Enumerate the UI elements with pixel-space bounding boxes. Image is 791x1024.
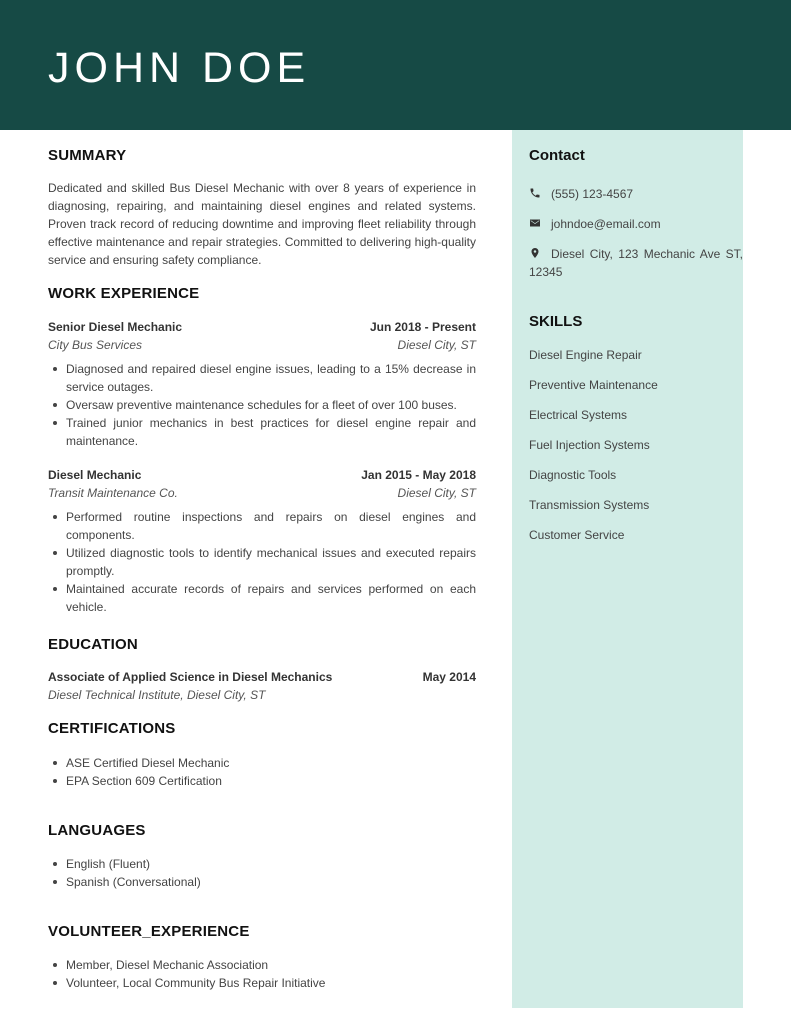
certifications-list: [48, 754, 476, 790]
list-item: EPA Section 609 Certification: [66, 772, 476, 790]
envelope-icon: [529, 217, 541, 229]
education-title: EDUCATION: [48, 636, 138, 653]
contact-email: [529, 215, 743, 233]
skill-item: Diagnostic Tools: [529, 468, 617, 482]
skill-item: Electrical Systems: [529, 408, 628, 422]
phone-text[interactable]: (555) 123-4567: [551, 187, 634, 201]
contact-address: [529, 245, 743, 281]
list-item: Maintained accurate records of repairs and services performed on each vehicle.: [66, 582, 476, 614]
job-bullets: [48, 360, 476, 450]
candidate-name: JOHN DOE: [48, 44, 311, 92]
skill-item: Fuel Injection Systems: [529, 438, 650, 452]
list-item: Oversaw preventive maintenance schedules for a fleet of over 100 buses.: [66, 396, 476, 414]
address-text: Diesel City, 123 Mechanic Ave ST, 12345: [529, 247, 743, 279]
certifications-title: CERTIFICATIONS: [48, 720, 176, 737]
summary-text: Dedicated and skilled Bus Diesel Mechanic with over 8 years of experience in diagnosing, repairing, and maintaining diesel engines and related systems. Proven track record of reducing downtime and improving fleet reliability through effective maintenance and repair strategies. Committed to delivering high-quality service and ensuring safety compliance.: [48, 181, 476, 267]
contact-title: Contact: [529, 147, 585, 164]
job-dates: Jun 2018 - Present: [369, 320, 476, 334]
job-dates: Jan 2015 - May 2018: [361, 468, 476, 482]
volunteer-title: VOLUNTEER_EXPERIENCE: [48, 923, 250, 940]
list-item: Member, Diesel Mechanic Association: [66, 956, 476, 974]
list-item: Utilized diagnostic tools to identify mechanical issues and executed repairs promptly.: [66, 546, 476, 578]
sidebar: [512, 130, 743, 1008]
job-company: City Bus Services: [48, 338, 143, 352]
skill-item: Transmission Systems: [529, 498, 650, 512]
skill-item: Diesel Engine Repair: [529, 348, 642, 362]
work-experience-title: WORK EXPERIENCE: [48, 285, 200, 302]
school: Diesel Technical Institute, Diesel City, ST: [48, 688, 266, 702]
list-item: Trained junior mechanics in best practices for diesel engine repair and maintenance.: [66, 416, 476, 448]
skills-title: SKILLS: [529, 313, 583, 330]
job-role: Diesel Mechanic: [48, 468, 142, 482]
map-pin-icon: [529, 247, 541, 259]
skill-item: Preventive Maintenance: [529, 378, 658, 392]
volunteer-list: [48, 956, 476, 992]
phone-icon: [529, 187, 541, 199]
degree-date: May 2014: [422, 670, 476, 684]
job-location: Diesel City, ST: [397, 486, 476, 500]
header-banner: [0, 0, 791, 130]
list-item: Diagnosed and repaired diesel engine issues, leading to a 15% decrease in service outages.: [66, 362, 476, 394]
languages-list: [48, 855, 476, 891]
job-location: Diesel City, ST: [397, 338, 476, 352]
job-role: Senior Diesel Mechanic: [48, 320, 183, 334]
job-bullets: [48, 508, 476, 616]
languages-title: LANGUAGES: [48, 822, 146, 839]
list-item: English (Fluent): [66, 855, 476, 873]
job-company: Transit Maintenance Co.: [48, 486, 178, 500]
list-item: Spanish (Conversational): [66, 873, 476, 891]
list-item: Volunteer, Local Community Bus Repair Initiative: [66, 974, 476, 992]
summary-title: SUMMARY: [48, 147, 127, 164]
list-item: Performed routine inspections and repairs on diesel engines and components.: [66, 510, 476, 542]
contact-phone: [529, 185, 743, 203]
list-item: ASE Certified Diesel Mechanic: [66, 754, 476, 772]
email-text[interactable]: johndoe@email.com: [551, 217, 661, 231]
degree: Associate of Applied Science in Diesel Mechanics: [48, 670, 333, 684]
skill-item: Customer Service: [529, 528, 625, 542]
